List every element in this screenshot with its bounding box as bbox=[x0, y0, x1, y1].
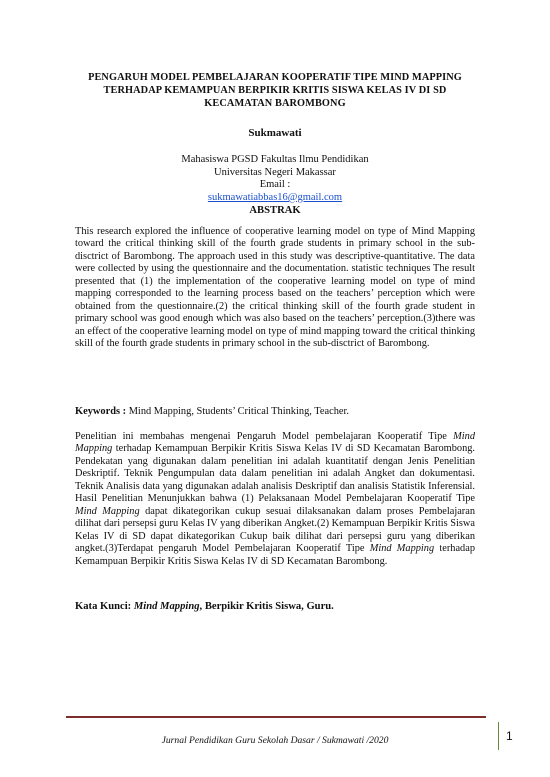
email-link[interactable]: sukmawatiabbas16@gmail.com bbox=[207, 191, 343, 203]
affiliation-block bbox=[0, 154, 550, 204]
email-label: Email : bbox=[259, 179, 291, 191]
title-line-3: KECAMATAN BAROMBONG bbox=[204, 97, 346, 109]
keywords-text: Mind Mapping, Students’ Critical Thinking, Teacher. bbox=[126, 406, 350, 417]
email-line bbox=[0, 179, 550, 204]
abstract-id-italic-1: Mind Mapping bbox=[75, 431, 475, 455]
page-number: 1 bbox=[506, 729, 513, 743]
abstract-id-italic-2: Mind Mapping bbox=[75, 505, 140, 517]
title-line-1: PENGARUH MODEL PEMBELAJARAN KOOPERATIF TIPE MIND MAPPING bbox=[88, 72, 462, 83]
kata-kunci-label: Kata Kunci: bbox=[75, 601, 134, 612]
paper-title bbox=[60, 72, 490, 110]
kata-kunci-italic: Mind Mapping bbox=[133, 601, 200, 612]
abstract-id-italic-3: Mind Mapping bbox=[369, 543, 435, 555]
journal-footer: Jurnal Pendidikan Guru Sekolah Dasar / Sukmawati /2020 bbox=[161, 735, 389, 746]
kata-kunci-line bbox=[75, 601, 475, 612]
title-line-2: TERHADAP KEMAMPUAN BERPIKIR KRITIS SISWA KELAS IV DI SD bbox=[103, 84, 447, 96]
author-name: Sukmawati bbox=[248, 127, 302, 139]
keywords-line bbox=[75, 406, 475, 417]
abstract-indonesian bbox=[75, 431, 475, 568]
abstract-english: This research explored the influence of cooperative learning model on type of Mind Mapping toward the critical thinking skill of the fourth grade students in primary school in the sub-disctrict of Barombong. The approach used in this study was descriptive-quantitative. The data were collected by using the questionnaire and the documentation. statistic techniques The result presented that (1) the implementation of the cooperative learning model on type of mind mapping corresponded to the learning process based on the teachers’ perception which were obtained from the questionnaire.(2) the critical thinking skill of the fourth grade student in primary school was good enough which was also based on the teachers’ perception.(3)there was an effect of the cooperative learning model on type of mind mapping toward the critical thinking skill of the fourth grade students in primary school in the sub-disctrict of Barombong. bbox=[75, 226, 475, 350]
abstract-id-part-1: Penelitian ini membahas mengenai Pengaruh Model pembelajaran Kooperatif Tipe bbox=[75, 431, 454, 442]
abstract-id-part-2: terhadap Kemampuan Berpikir Kritis Siswa Kelas IV di SD Kecamatan Barombong. Pendekatan yang digunakan dalam penelitian ini adalah kuantitatif dengan Jenis Penelitian Deskriptif. Teknik Pengumpulan data dalam penelitian ini adalah Angket dan dokumentasi. Teknik Analisis data yang digunakan adalah analisis Deskriptif dan analisis Statistik Inferensial. Hasil Penelitian Menunjukkan bahwa (1) Pelaksanaan Model Pembelajaran Kooperatif Tipe bbox=[75, 443, 475, 505]
kata-kunci-rest: , Berpikir Kritis Siswa, Guru. bbox=[199, 601, 334, 612]
affiliation-line-2: Universitas Negeri Makassar bbox=[214, 166, 336, 178]
keywords-label: Keywords : bbox=[75, 406, 127, 417]
abstract-id-part-4: terhadap Kemampuan Berpikir Kritis Siswa Kelas IV di SD Kecamatan Barombong. bbox=[75, 543, 475, 567]
affiliation-line-1: Mahasiswa PGSD Fakultas Ilmu Pendidikan bbox=[181, 154, 369, 165]
footer-rule bbox=[66, 716, 486, 718]
abstract-id-part-3: dapat dikategorikan cukup sesuai dilaksanakan dalam proses Pembelajaran dilihat dari persepsi guru Kelas IV yang diberikan Angket.(2) Kemampuan Berpikir Kritis Siswa Kelas IV di SD dapat dikategorikan Cukup baik dilihat dari persepsi guru yang diberikan angket.(3)Terdapat pengaruh Model Pembelajaran Kooperatif Tipe bbox=[75, 505, 475, 555]
abstract-heading: ABSTRAK bbox=[249, 205, 301, 216]
